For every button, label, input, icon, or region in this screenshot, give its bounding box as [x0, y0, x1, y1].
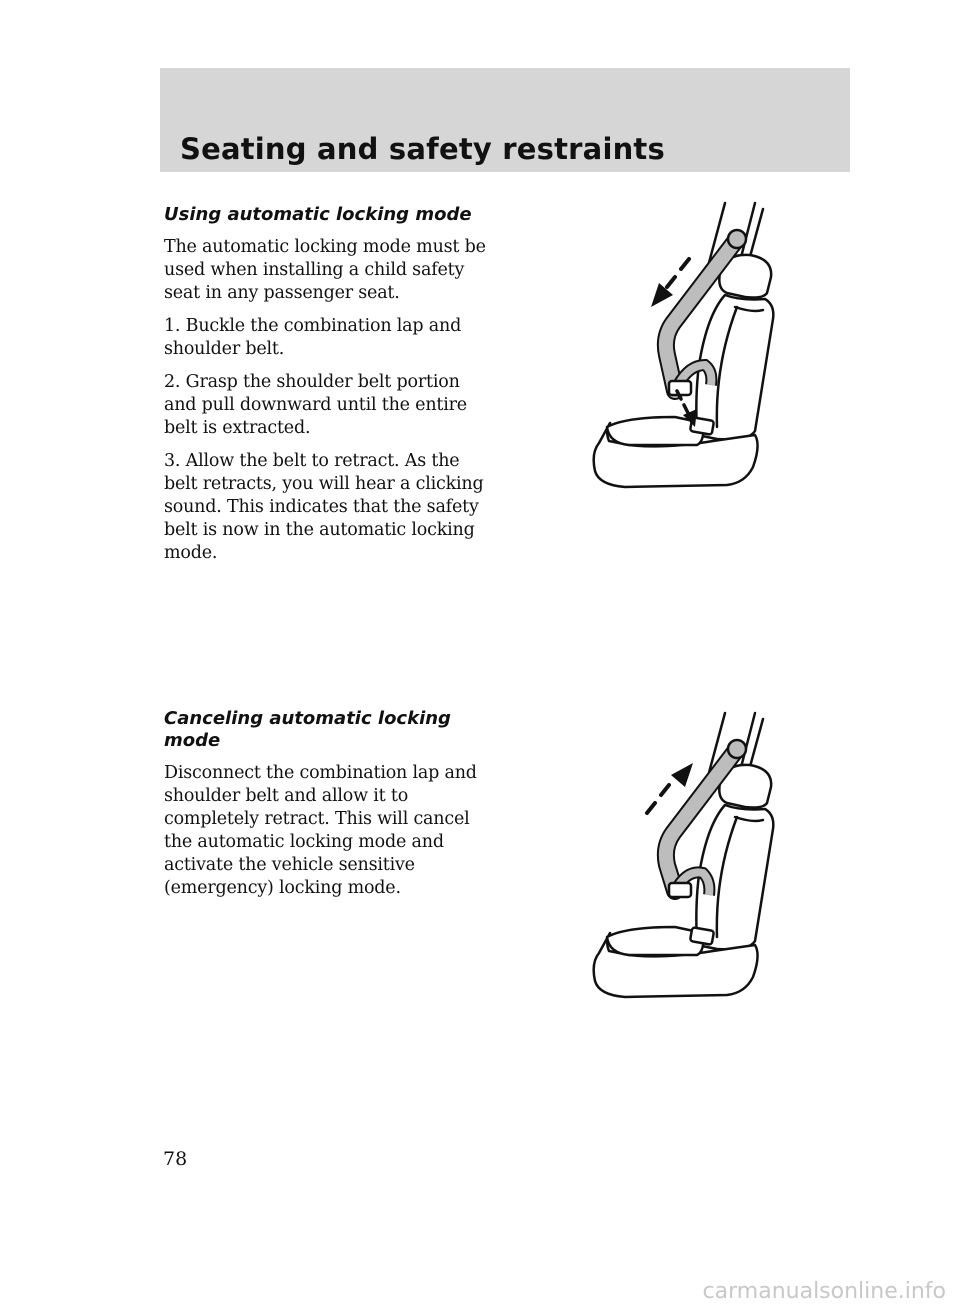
- step-1: 1. Buckle the combination lap and shoulder belt.: [164, 316, 462, 359]
- section-canceling-automatic-locking: [164, 708, 494, 910]
- watermark: carmanualsonline.info: [702, 1279, 946, 1304]
- section-heading: Canceling automatic locking mode: [164, 708, 451, 751]
- step-2: 2. Grasp the shoulder belt portion and pull downward until the entire belt is extracted.: [164, 372, 467, 438]
- seat-belt-retract-illustration: [585, 705, 785, 1000]
- section-using-automatic-locking: [164, 204, 494, 575]
- page-number: 78: [163, 1148, 188, 1170]
- section-heading: Using automatic locking mode: [164, 204, 472, 225]
- step-3: 3. Allow the belt to retract. As the belt retracts, you will hear a clicking sound. This indicates that the safety belt is now in the automatic locking mode.: [164, 451, 484, 563]
- paragraph: Disconnect the combination lap and shoulder belt and allow it to completely retract. This will cancel the automatic locking mode and activate the vehicle sensitive (emergency) locking mode.: [164, 763, 477, 898]
- page-title: Seating and safety restraints: [180, 132, 665, 166]
- paragraph: The automatic locking mode must be used when installing a child safety seat in any passenger seat.: [164, 237, 486, 303]
- seat-belt-pull-down-illustration: [585, 195, 785, 495]
